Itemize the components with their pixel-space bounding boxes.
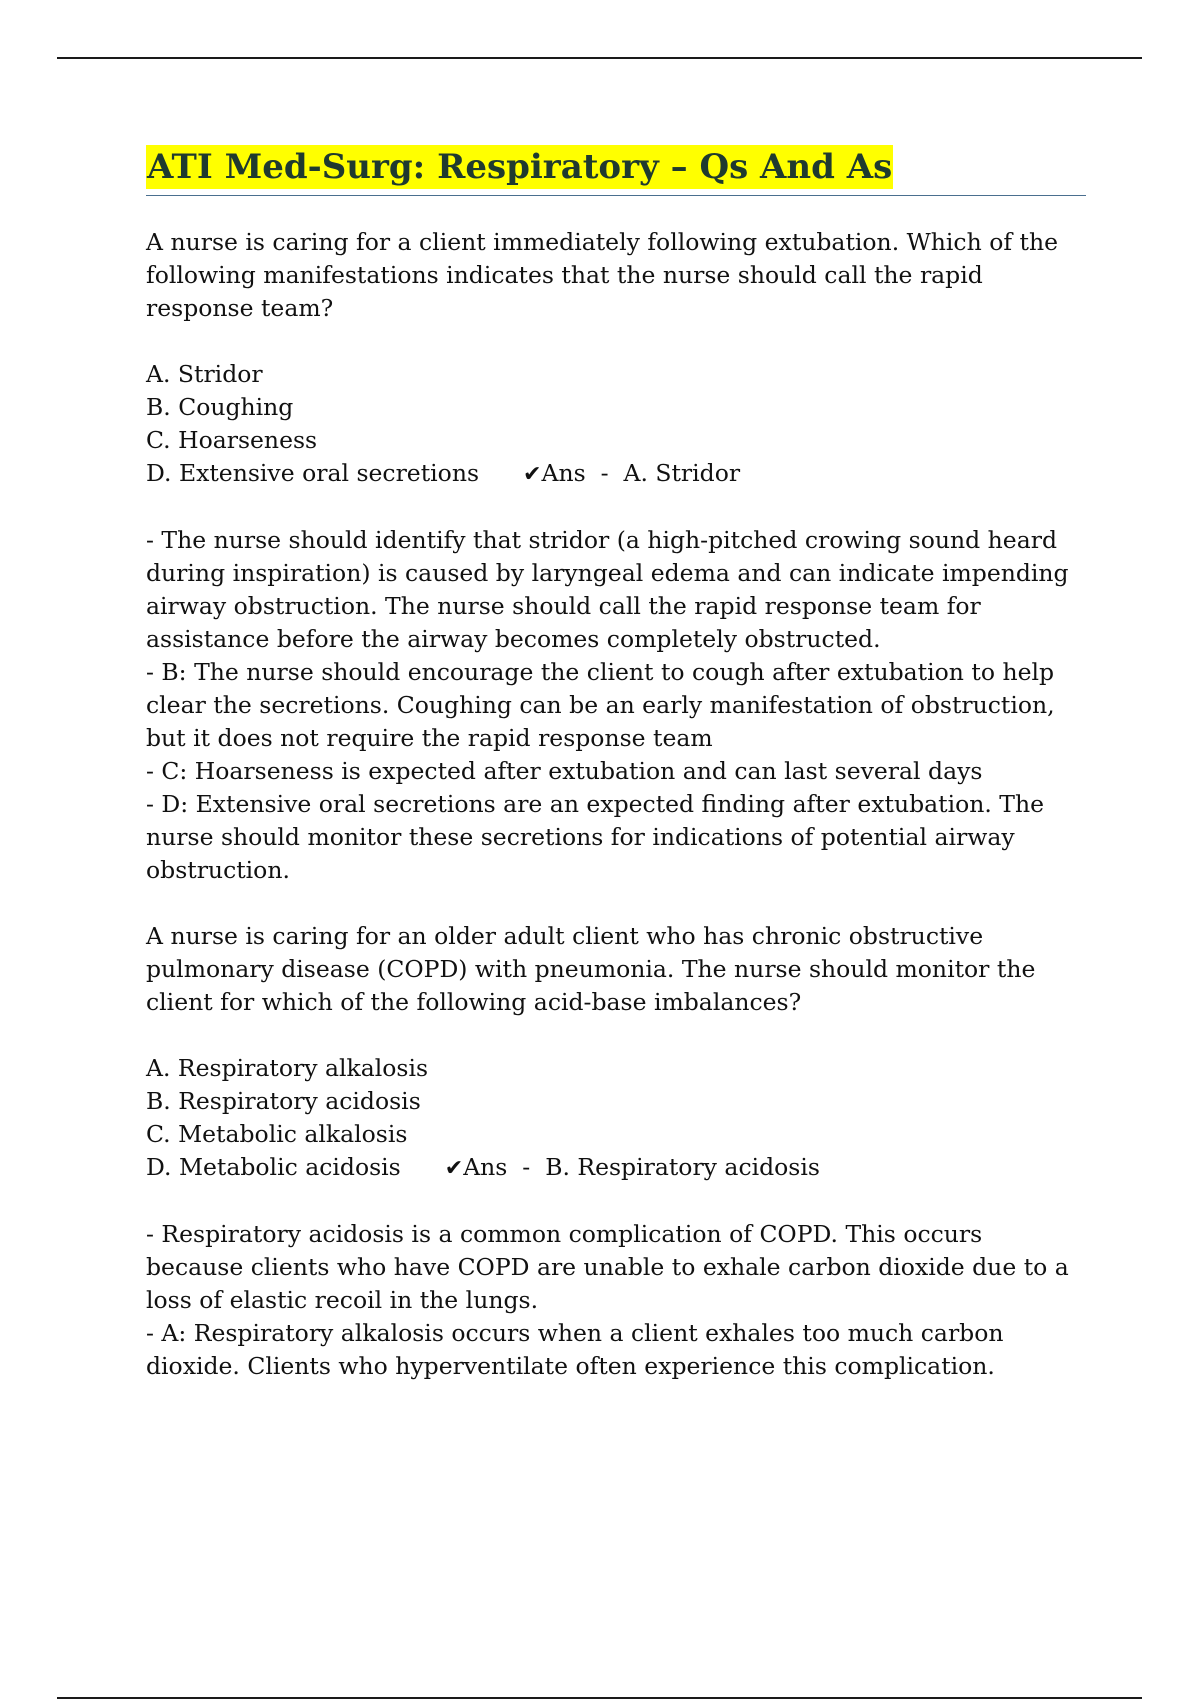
option-a: A. Stridor [146, 360, 263, 388]
answer-line [445, 1153, 820, 1181]
rationale: - The nurse should identify that stridor (a high-pitched crowing sound heard during inspiration) is caused by laryngeal edema and can indicate impending airway obstruction. The nurse should call the rapid response team for assistance before the airway becomes completely obstructed. [146, 526, 1069, 653]
question-stem: A nurse is caring for a client immediately following extubation. Which of the following manifestations indicates that the nurse should call the rapid response team? [146, 228, 1059, 322]
option-b: B. Respiratory acidosis [146, 1087, 421, 1115]
option-d: D. Extensive oral secretions [146, 459, 480, 487]
option-c: C. Metabolic alkalosis [146, 1120, 408, 1148]
document-title: ATI Med-Surg: Respiratory – Qs And As [147, 147, 893, 187]
rationale: - D: Extensive oral secretions are an expected finding after extubation. The nurse should monitor these secretions for indications of potential airway obstruction. [146, 790, 1045, 884]
answer-line [523, 459, 740, 487]
answer-prefix: Ans - [541, 459, 624, 487]
page-bottom-rule [57, 1697, 1142, 1699]
option-a: A. Respiratory alkalosis [146, 1054, 429, 1082]
rationale: - Respiratory acidosis is a common complication of COPD. This occurs because clients who have COPD are unable to exhale carbon dioxide due to a loss of elastic recoil in the lungs. [146, 1220, 1069, 1314]
answer-prefix: Ans - [463, 1153, 546, 1181]
rationale: - C: Hoarseness is expected after extubation and can last several days [146, 757, 983, 785]
question-1 [146, 226, 1086, 887]
title-block [146, 145, 1086, 196]
option-b: B. Coughing [146, 393, 294, 421]
option-d: D. Metabolic acidosis [146, 1153, 401, 1181]
rationale: - B: The nurse should encourage the client to cough after extubation to help clear the secretions. Coughing can be an early manifestation of obstruction, but it does not require the rapid response team [146, 658, 1055, 752]
option-c: C. Hoarseness [146, 426, 318, 454]
page-top-rule [57, 57, 1142, 59]
answer-text: B. Respiratory acidosis [545, 1153, 820, 1181]
rationale: - A: Respiratory alkalosis occurs when a client exhales too much carbon dioxide. Clients who hyperventilate often experience this complication. [146, 1319, 1004, 1380]
option-d-with-answer [146, 1151, 1086, 1185]
option-d-with-answer [146, 457, 1086, 491]
question-2 [146, 920, 1086, 1383]
answer-text: A. Stridor [623, 459, 741, 487]
document-body [146, 145, 1086, 1383]
checkmark-icon: ✔ [444, 1156, 464, 1181]
checkmark-icon: ✔ [523, 462, 542, 487]
question-stem: A nurse is caring for an older adult client who has chronic obstructive pulmonary disease (COPD) with pneumonia. The nurse should monitor the client for which of the following acid-base imbalances? [146, 922, 1036, 1016]
